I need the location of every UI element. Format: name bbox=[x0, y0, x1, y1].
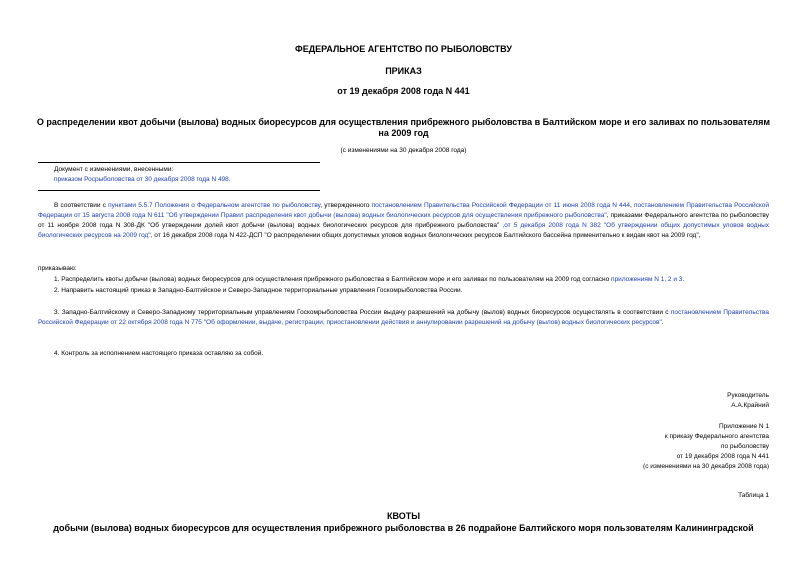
item-3-text: 3. Западно-Балтийскому и Северо-Западному территориальным управлениям Госкомрыболовства России выдачу разрешений на добычу (вылов) водных биоресурсов осуществлять в соответствии с bbox=[54, 309, 671, 316]
preamble-link-decree-611[interactable]: постановлением Правительства Российской Федерации от 15 августа 2008 года N 611 "Об утверждении Правил распределения квот добычи (вылова) водных биологических ресурсов для осуществления прибрежного рыболовства" bbox=[38, 202, 770, 219]
signature-role: Руководитель bbox=[727, 392, 769, 399]
item-3-end: . bbox=[661, 319, 664, 326]
appendix-line-3: по рыболовству bbox=[720, 443, 769, 450]
preamble-text-4: , приказами Федерального агентства по рыболовству от 11 ноября 2008 года N 308-ДК "Об утверждении долей квот добычи (вылова) водных биологических ресурсов для прибрежного рыболовства" bbox=[38, 212, 769, 229]
divider-top bbox=[38, 162, 320, 163]
order-title-line2: на 2009 год bbox=[378, 128, 429, 138]
preamble-text-3: , bbox=[630, 202, 634, 209]
item-1-end: . bbox=[682, 276, 685, 283]
amendment-box-label: Документ с изменениями, внесенными: bbox=[54, 166, 174, 173]
preamble-link-regulation[interactable]: пунктами 5.5.7 Положения о Федеральном агентстве по рыболовству bbox=[108, 202, 321, 209]
preamble-text-5: , от 16 декабря 2008 года N 422-ДСП "О распределении общих допустимых уловов водных биологических ресурсов Балтийского бассейна применительно к видам квот на 2009 год", bbox=[150, 232, 701, 239]
signature-block bbox=[560, 391, 769, 411]
appendix-line-2: к приказу Федерального агентства bbox=[664, 433, 769, 440]
order-date: от 19 декабря 2008 года N 441 bbox=[337, 86, 470, 96]
divider-bottom bbox=[38, 190, 320, 191]
item-4: 4. Контроль за исполнением настоящего приказа оставляю за собой. bbox=[54, 350, 264, 357]
order-word: приказываю: bbox=[38, 265, 77, 272]
item-2: 2. Направить настоящий приказ в Западно-Балтийское и Северо-Западное территориальные управления Госкомрыболовства России. bbox=[54, 287, 463, 294]
preamble-link-decree-444[interactable]: постановлением Правительства Российской Федерации от 11 июня 2008 года N 444 bbox=[371, 202, 631, 209]
appendix-line-5: (с изменениями на 30 декабря 2008 года) bbox=[643, 463, 769, 470]
quotas-subtitle: добычи (вылова) водных биоресурсов для осуществления прибрежного рыболовства в 26 подрайоне Балтийского моря пользователям Калининградской bbox=[53, 523, 754, 533]
appendices-link[interactable]: приложениям N 1, 2 и 3 bbox=[611, 276, 683, 283]
appendix-line-1: Приложение N 1 bbox=[718, 423, 769, 430]
order-title bbox=[30, 117, 777, 139]
amendment-order-link[interactable]: приказом Росрыболовства от 30 декабря 2008 года N 498. bbox=[54, 176, 231, 183]
signature-name: А.А.Крайний bbox=[731, 402, 769, 409]
preamble-text-2: , утвержденного bbox=[320, 202, 372, 209]
amendments-note: (с изменениями на 30 декабря 2008 года) bbox=[340, 147, 467, 154]
item-3 bbox=[38, 308, 769, 328]
amendment-box bbox=[54, 165, 324, 185]
appendix-line-4: от 19 декабря 2008 года N 441 bbox=[676, 453, 769, 460]
agency-heading: ФЕДЕРАЛЬНОЕ АГЕНТСТВО ПО РЫБОЛОВСТВУ bbox=[295, 44, 512, 54]
item-1 bbox=[54, 275, 769, 285]
quotas-title: КВОТЫ bbox=[386, 511, 421, 521]
appendix-header bbox=[540, 422, 769, 472]
item-1-text: 1. Распределить квоты добычи (вылова) водных биоресурсов для осуществления прибрежного рыболовства в Балтийском море и его заливах по пользователям на 2009 год согласно bbox=[54, 276, 612, 283]
preamble-link-order-382[interactable]: ,от 5 декабря 2008 года N 382 "Об утверждении общих допустимых уловов водных биологических ресурсов на 2009 год" bbox=[38, 222, 769, 239]
doc-type-heading: ПРИКАЗ bbox=[385, 66, 422, 76]
preamble-paragraph bbox=[38, 201, 769, 241]
order-title-line1: О распределении квот добычи (вылова) водных биоресурсов для осуществления прибрежного рыболовства в Балтийском море и его заливах по пользователям bbox=[36, 117, 771, 127]
table-label: Таблица 1 bbox=[738, 492, 769, 499]
decree-775-link[interactable]: постановлением Правительства Российской Федерации от 22 октября 2008 года N 775 "Об оформлении, выдаче, регистрации, приостановлении действия и аннулировании разрешений на добычу (вылов) водных биологических ресурсов" bbox=[38, 309, 769, 326]
preamble-text-1: В соответствии с bbox=[54, 202, 109, 209]
